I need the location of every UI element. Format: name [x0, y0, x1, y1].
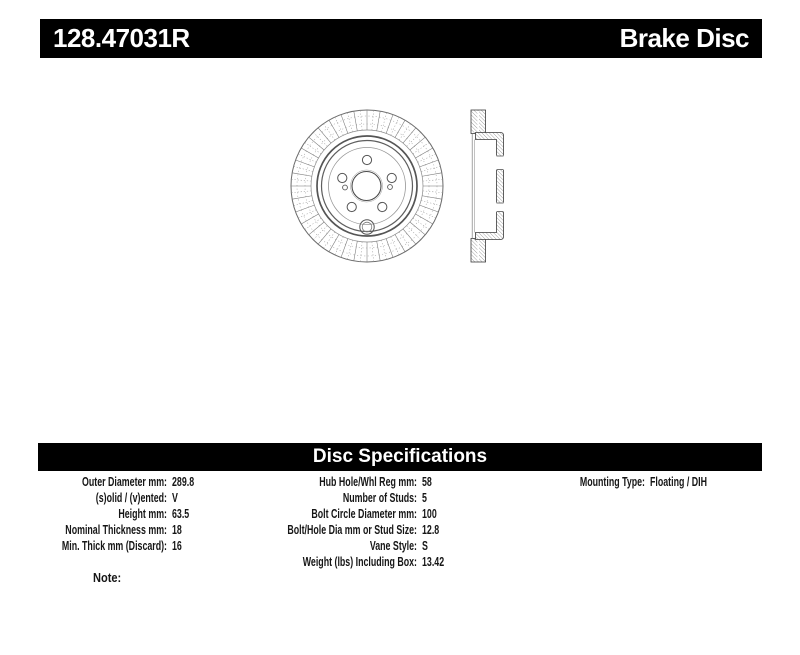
- spec-column-right: [490, 474, 734, 490]
- spec-row-height: [0, 506, 205, 522]
- spec-row-solid-vented: [0, 490, 205, 506]
- spec-value: 100: [422, 506, 437, 521]
- hat-section: [476, 133, 504, 240]
- spec-row-min-thick: [0, 538, 205, 554]
- stud-hole: [362, 155, 371, 164]
- note-label: Note:: [93, 570, 122, 585]
- pilot-hole-left: [343, 185, 348, 190]
- spec-label: Height mm:: [118, 506, 167, 521]
- spec-row-vane-style: [210, 538, 455, 554]
- technical-drawing: [270, 95, 530, 275]
- stud-hole: [347, 202, 356, 211]
- spec-label: Hub Hole/Whl Reg mm:: [319, 474, 417, 489]
- spec-value: 63.5: [172, 506, 190, 521]
- spec-value: Floating / DIH: [650, 474, 707, 489]
- brake-disc-drawing: [270, 95, 530, 275]
- vane-ring: [291, 110, 443, 262]
- spec-value: 58: [422, 474, 432, 489]
- spec-value: 18: [172, 522, 182, 537]
- spec-row-hub-hole: [210, 474, 455, 490]
- spec-label: Bolt/Hole Dia mm or Stud Size:: [287, 522, 417, 537]
- spec-label: Vane Style:: [369, 538, 417, 553]
- spec-value: S: [422, 538, 428, 553]
- stud-holes: [338, 155, 397, 211]
- spec-label: Mounting Type:: [579, 474, 645, 489]
- spec-label: Bolt Circle Diameter mm:: [311, 506, 417, 521]
- spec-section-title-bar: [38, 443, 762, 471]
- product-type-title: Brake Disc: [619, 23, 749, 53]
- spec-label: Nominal Thickness mm:: [65, 522, 167, 537]
- spec-row-nominal-thickness: [0, 522, 205, 538]
- stud-hole: [338, 173, 347, 182]
- disc-cross-section: [471, 110, 504, 262]
- spec-row-number-of-studs: [210, 490, 455, 506]
- center-bore: [351, 170, 383, 202]
- spec-row-bolt-circle: [210, 506, 455, 522]
- spec-label: Number of Studs:: [342, 490, 417, 505]
- part-number: 128.47031R: [53, 23, 190, 53]
- spec-label: Min. Thick mm (Discard):: [61, 538, 167, 553]
- header-bar: [40, 19, 762, 58]
- spec-label: (s)olid / (v)ented:: [95, 490, 167, 505]
- hub-face-circle: [329, 148, 406, 225]
- spec-column-left: [0, 474, 205, 554]
- spec-value: 289.8: [172, 474, 195, 489]
- spec-column-middle: [210, 474, 455, 570]
- spec-section-title: Disc Specifications: [312, 446, 488, 467]
- spec-value: 16: [172, 538, 182, 553]
- spec-value: 12.8: [422, 522, 440, 537]
- spec-value: 5: [422, 490, 427, 505]
- spec-row-outer-diameter: [0, 474, 205, 490]
- pilot-hole-right: [388, 185, 393, 190]
- locating-hole: [360, 220, 374, 234]
- spec-row-bolt-hole-dia: [210, 522, 455, 538]
- spec-value: 13.42: [422, 554, 445, 569]
- spec-value: V: [172, 490, 178, 505]
- spec-row-mounting-type: [490, 474, 734, 490]
- spec-label: Weight (lbs) Including Box:: [302, 554, 417, 569]
- spec-label: Outer Diameter mm:: [82, 474, 167, 489]
- stud-hole: [387, 173, 396, 182]
- spec-row-weight: [210, 554, 455, 570]
- stud-hole: [378, 202, 387, 211]
- disc-front-view: [291, 110, 443, 262]
